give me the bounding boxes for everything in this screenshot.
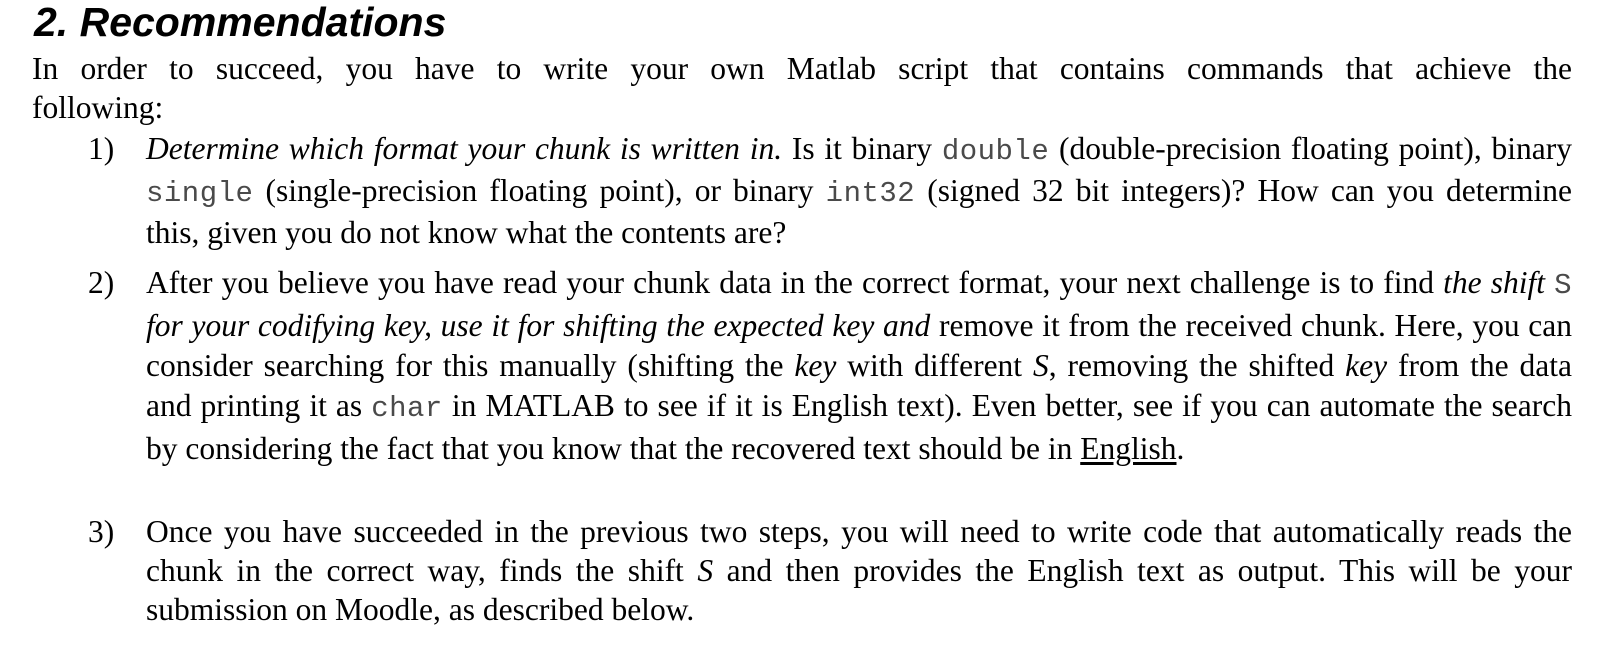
code-int32: int32 [825,177,916,210]
italic-text: for your codifying key, use it for shifting the expected key and [146,308,931,343]
italic-text: S [1032,348,1049,383]
text-run: . [1176,431,1185,466]
text-run: (single-precision floating point), or binary [253,173,826,208]
list-item-shift [146,263,1572,469]
text-run: , removing the shifted [1048,348,1346,383]
text-run: Is it binary [782,131,942,166]
intro-line-1: In order to succeed, you have to write your own Matlab script that contains commands that achieve the [32,51,1572,86]
code-char: char [371,392,443,425]
text-run: (signed 32 bit integers)? How can you determine this, given you do not know what the contents are? [146,173,1572,250]
text-run: remove it from the received chunk. Here, you can consider searching for this manually (shifting the [146,308,1573,383]
code-single: single [146,177,254,210]
text-run: with different [836,348,1033,383]
list-item-number: 1) [88,131,115,166]
code-double: double [941,135,1050,168]
italic-text: key [1345,348,1388,383]
text-run: and then provides the English text as output. This will be your submission on Moodle, as described below. [146,553,1572,627]
italic-text: S [697,553,714,588]
italic-text: Determine which format your chunk is written in. [146,131,783,166]
text-run: in MATLAB to see if it is English text). Even better, see if you can automate the search by considering the fact that you know that the recovered text should be in [146,388,1572,466]
italic-text: the shift [1443,265,1555,300]
code-s: S [1554,269,1572,302]
list-item-text [146,129,1572,252]
list-item-number: 3) [88,514,115,549]
intro-line-2: following: [32,90,164,125]
text-run: from the data and printing it as [146,348,1572,423]
text-run: Once you have succeeded in the previous two steps, you will need to write code that automatically reads the chunk in the correct way, finds the shift [146,514,1572,588]
list-item-number: 2) [88,265,115,300]
text-run: (double-precision floating point), binary [1049,131,1572,166]
list-item-submission [146,512,1572,629]
section-heading: 2. Recommendations [34,0,447,45]
list-item-format [146,129,1572,252]
text-run: After you believe you have read your chunk data in the correct format, your next challenge is to find [146,265,1444,300]
underlined-text: English [1080,431,1177,466]
italic-text: key [794,348,837,383]
list-item-text [146,512,1572,629]
list-item-text [146,263,1572,469]
